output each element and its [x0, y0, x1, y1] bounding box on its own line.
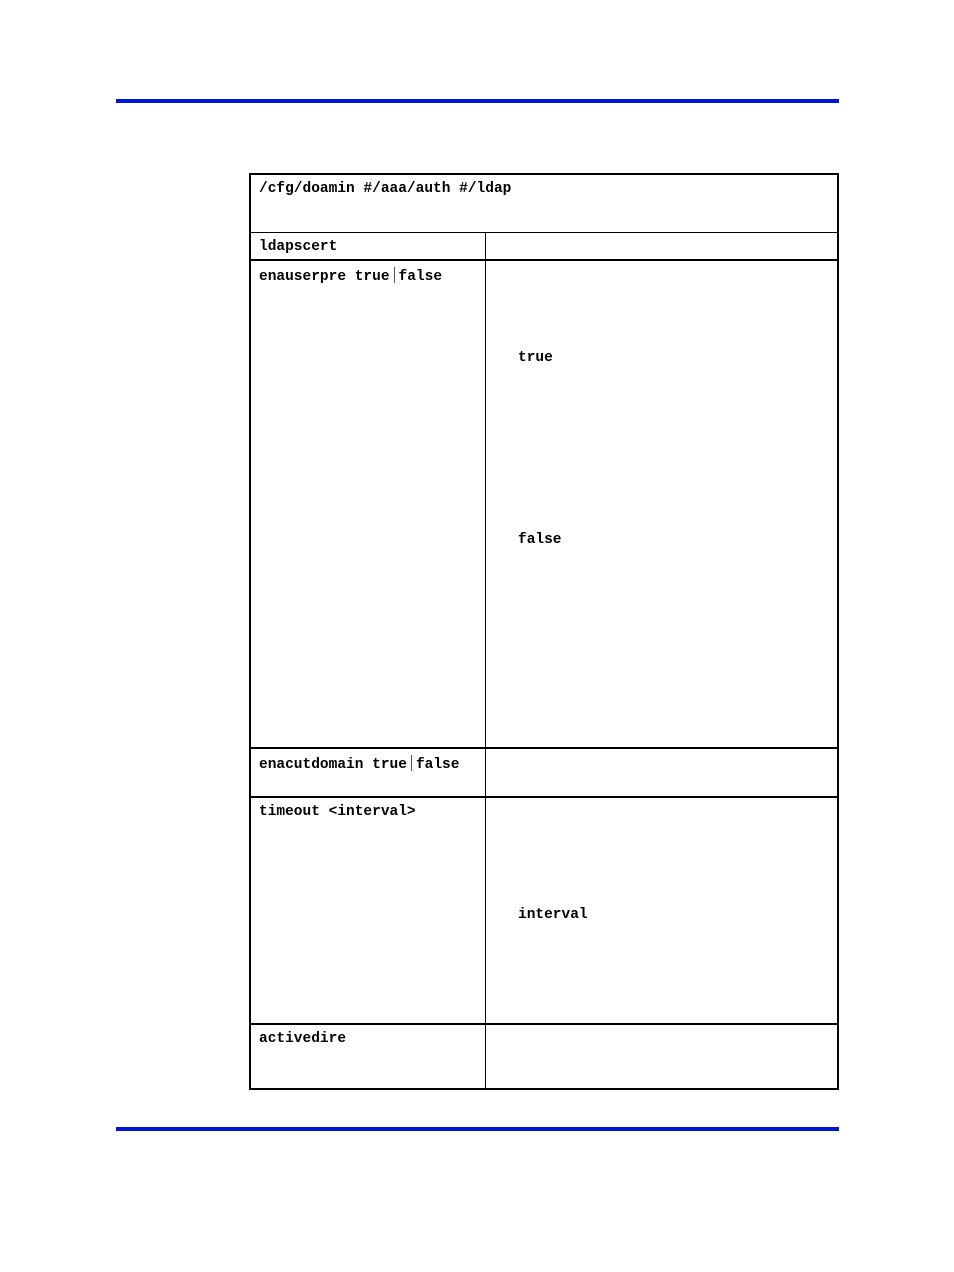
command-enacutdomain: enacutdomain true false [259, 757, 460, 773]
option-true: true [518, 350, 553, 366]
table-row [251, 233, 837, 261]
command-ldapscert: ldapscert [259, 239, 338, 255]
description-cell [486, 749, 837, 796]
option-false: false [518, 532, 562, 548]
pipe-separator [394, 267, 395, 283]
command-cell [251, 261, 486, 747]
command-path: /cfg/doamin #/aaa/auth #/ldap [259, 181, 512, 197]
command-cell [251, 749, 486, 796]
table-row [251, 798, 837, 1025]
command-activedire: activedire [259, 1031, 347, 1047]
description-cell [486, 1025, 837, 1088]
footer-rule [116, 1127, 839, 1131]
command-timeout: timeout <interval> [259, 804, 416, 820]
header-rule [116, 99, 839, 103]
description-cell [486, 798, 837, 1023]
command-table [249, 173, 839, 1090]
description-cell [486, 233, 837, 259]
command-cell [251, 233, 486, 259]
command-enauserpre: enauserpre true false [259, 269, 443, 285]
table-row [251, 1025, 837, 1088]
table-row [251, 749, 837, 798]
option-interval: interval [518, 907, 588, 923]
table-row [251, 261, 837, 749]
command-cell [251, 798, 486, 1023]
description-cell [486, 261, 837, 747]
table-header-row [251, 175, 837, 233]
command-cell [251, 1025, 486, 1088]
pipe-separator [411, 755, 412, 771]
